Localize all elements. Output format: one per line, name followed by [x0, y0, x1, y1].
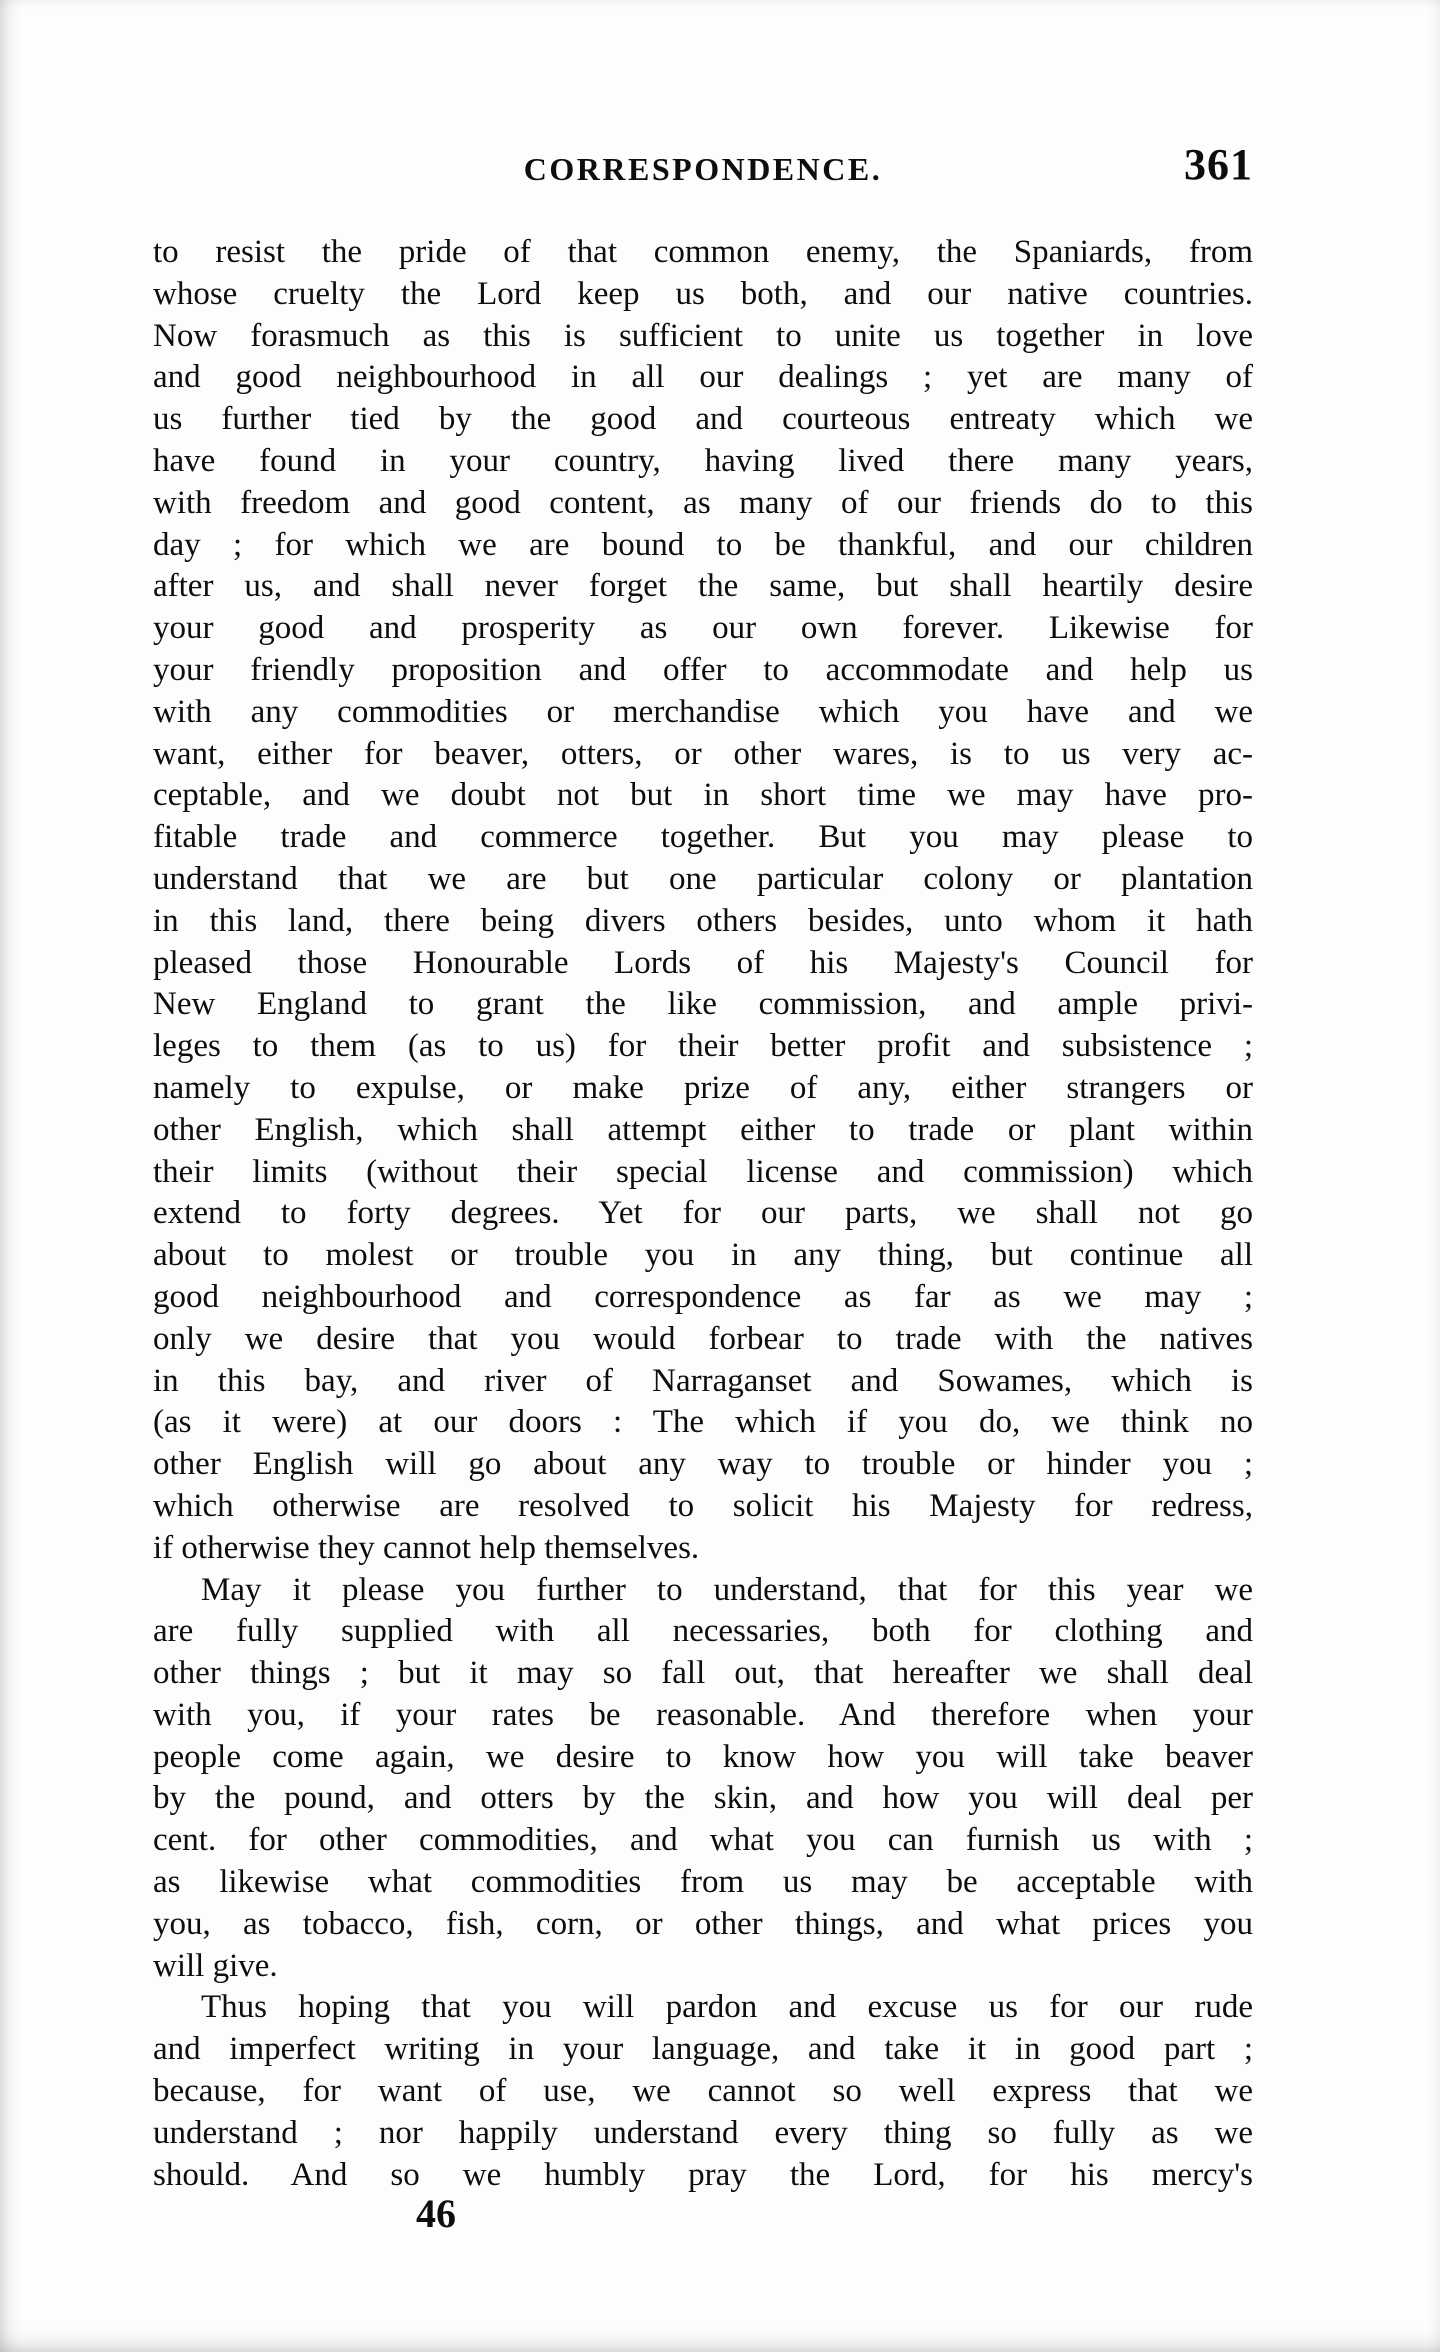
text-line: because, for want of use, we cannot so well express that we [153, 2073, 1253, 2110]
text-line: May it please you further to understand, that for this year we [201, 1571, 1253, 1608]
text-line: have found in your country, having lived there many years, [153, 442, 1253, 479]
text-line: should. And so we humbly pray the Lord, for his mercy's [153, 2156, 1253, 2193]
text-line: and imperfect writing in your language, and take it in good part ; [153, 2031, 1253, 2068]
text-line: about to molest or trouble you in any thing, but continue all [153, 1237, 1253, 1274]
text-line: cent. for other commodities, and what you can furnish us with ; [153, 1822, 1253, 1859]
text-line: will give. [153, 1947, 278, 1984]
text-line: and good neighbourhood in all our dealings ; yet are many of [153, 359, 1253, 396]
text-line: New England to grant the like commission, and ample privi- [153, 986, 1253, 1023]
running-title: CORRESPONDENCE. [523, 151, 883, 187]
text-line: pleased those Honourable Lords of his Majesty's Council for [153, 944, 1253, 981]
text-line: other English will go about any way to trouble or hinder you ; [153, 1446, 1253, 1483]
text-line: by the pound, and otters by the skin, and how you will deal per [153, 1780, 1253, 1817]
text-line: fitable trade and commerce together. But you may please to [153, 819, 1253, 856]
text-line: your good and prosperity as our own forever. Likewise for [153, 610, 1253, 647]
text-line: ceptable, and we doubt not but in short time we may have pro- [153, 777, 1253, 814]
text-line: namely to expulse, or make prize of any, either strangers or [153, 1069, 1253, 1106]
page-header [153, 140, 1253, 196]
paragraph [153, 1987, 1253, 2196]
text-line: with you, if your rates be reasonable. And therefore when your [153, 1696, 1253, 1733]
text-line: want, either for beaver, otters, or other wares, is to us very ac- [153, 735, 1253, 772]
text-line: Now forasmuch as this is sufficient to unite us together in love [153, 317, 1253, 354]
text-line: leges to them (as to us) for their better profit and subsistence ; [153, 1028, 1253, 1065]
text-line: whose cruelty the Lord keep us both, and our native countries. [153, 275, 1253, 312]
text-line: if otherwise they cannot help themselves. [153, 1529, 700, 1566]
page-number: 361 [1184, 140, 1253, 189]
signature-mark: 46 [416, 2191, 456, 2236]
text-line: which otherwise are resolved to solicit his Majesty for redress, [153, 1487, 1253, 1524]
text-line: other English, which shall attempt either to trade or plant within [153, 1111, 1253, 1148]
text-line: with freedom and good content, as many of our friends do to this [153, 484, 1253, 521]
text-line: in this bay, and river of Narraganset and Sowames, which is [153, 1362, 1253, 1399]
text-line: people come again, we desire to know how you will take beaver [153, 1738, 1253, 1775]
text-line: as likewise what commodities from us may be acceptable with [153, 1864, 1253, 1901]
text-line: understand ; nor happily understand every thing so fully as we [153, 2114, 1253, 2151]
text-line: other things ; but it may so fall out, that hereafter we shall deal [153, 1655, 1253, 1692]
paragraph [153, 232, 1253, 1570]
text-line: are fully supplied with all necessaries, both for clothing and [153, 1613, 1253, 1650]
text-line: day ; for which we are bound to be thankful, and our children [153, 526, 1253, 563]
text-line: after us, and shall never forget the same, but shall heartily desire [153, 568, 1253, 605]
text-line: in this land, there being divers others besides, unto whom it hath [153, 902, 1253, 939]
text-line: with any commodities or merchandise which you have and we [153, 693, 1253, 730]
text-line: only we desire that you would forbear to trade with the natives [153, 1320, 1253, 1357]
text-line: you, as tobacco, fish, corn, or other things, and what prices you [153, 1905, 1253, 1942]
text-line: good neighbourhood and correspondence as far as we may ; [153, 1278, 1253, 1315]
text-line: to resist the pride of that common enemy, the Spaniards, from [153, 234, 1253, 270]
text-line: understand that we are but one particular colony or plantation [153, 860, 1253, 897]
text-line: their limits (without their special license and commission) which [153, 1153, 1253, 1190]
text-line: (as it were) at our doors : The which if you do, we think no [153, 1404, 1253, 1441]
text-line: us further tied by the good and courteous entreaty which we [153, 401, 1253, 438]
text-line: Thus hoping that you will pardon and excuse us for our rude [201, 1989, 1253, 2026]
letter-text [153, 232, 1253, 2196]
text-line: your friendly proposition and offer to accommodate and help us [153, 651, 1253, 688]
text-line: extend to forty degrees. Yet for our parts, we shall not go [153, 1195, 1253, 1232]
paragraph [153, 1570, 1253, 1988]
